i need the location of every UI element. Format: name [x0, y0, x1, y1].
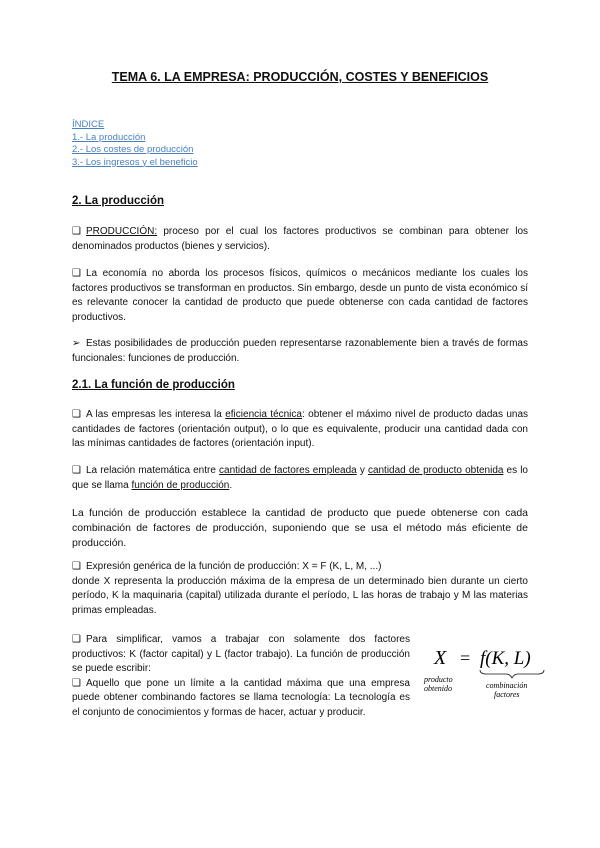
checkbox-bullet-icon: ❑: [72, 226, 81, 237]
term-cantidad-producto: cantidad de producto obtenida: [367, 465, 504, 476]
paragraph-text: Aquello que pone un límite a la cantidad máxima que una empresa puede obtener combinando factores se llama tecnología: La tecnología es el conjunto de conocimientos y formas de hacer, actuar y producir.: [72, 677, 410, 718]
formula-label-obtenido: obtenido: [424, 684, 452, 693]
table-of-contents: [72, 119, 198, 169]
checkbox-bullet-icon: ❑: [72, 561, 81, 572]
paragraph-text: proceso por el cual los factores productivos se combinan para obtener los denominados productos (bienes y servicios).: [72, 226, 528, 252]
section-heading-production: 2. La producción: [72, 195, 165, 207]
paragraph-text: es lo que se llama: [72, 465, 528, 491]
toc-link-costs[interactable]: 2.- Los costes de producción: [72, 144, 194, 155]
formula-label-factores: factores: [494, 690, 520, 699]
formula-label-producto: producto: [424, 675, 453, 684]
paragraph-text: La relación matemática entre: [86, 465, 220, 476]
paragraph-text: : obtener el máximo nivel de producto dadas unas cantidades de factores (orientación output), o lo que es equivalente, producir una cantidad dada con las mínimas cantidades de factores (orientación input).: [72, 409, 529, 449]
arrow-bullet-icon: ➢: [72, 338, 81, 349]
paragraph-text: .: [229, 479, 233, 491]
paragraph-text: donde X representa la producción máxima de la empresa de un determinado bien durante un cierto período, K la maquinaria (capital) utilizada durante el período, L las horas de trabajo y M las materias primas empleadas.: [72, 575, 528, 616]
formula-rhs: f(K, L): [480, 648, 531, 669]
toc-link-income[interactable]: 3.- Los ingresos y el beneficio: [72, 156, 198, 168]
checkbox-bullet-icon: ❑: [72, 409, 81, 420]
paragraph-text: A las empresas les interesa la: [86, 409, 226, 420]
checkbox-bullet-icon: ❑: [72, 465, 81, 476]
checkbox-bullet-icon: ❑: [72, 268, 81, 279]
term-cantidad-factores: cantidad de factores empleada: [219, 465, 357, 476]
formula-label-combinacion: combinación: [486, 681, 528, 690]
paragraph-technical-efficiency: [72, 408, 528, 452]
paragraph-mathematical-relation: [72, 464, 528, 493]
page-title: TEMA 6. LA EMPRESA: PRODUCCIÓN, COSTES Y BENEFICIOS: [111, 70, 489, 84]
paragraph-production-definition: [72, 225, 528, 254]
toc-link-production[interactable]: 1.- La producción: [72, 131, 146, 143]
formula-line: Expresión genérica de la función de producción: X = F (K, L, M, ...): [86, 561, 382, 572]
paragraph-text: Para simplificar, vamos a trabajar con solamente dos factores productivos: K (factor capital) y L (factor trabajo). La función de producción se puede escribir:: [72, 634, 410, 674]
term-eficiencia-tecnica: eficiencia técnica: [225, 409, 302, 420]
paragraph-text: y: [356, 465, 368, 476]
term-funcion-produccion: función de producción: [131, 479, 230, 491]
toc-heading[interactable]: ÍNDICE: [72, 119, 105, 130]
production-function-formula: [420, 640, 560, 700]
checkbox-bullet-icon: ❑: [72, 634, 81, 645]
paragraph-generic-expression: [72, 560, 528, 618]
paragraph-economy: [72, 267, 528, 325]
section-heading-production-function: 2.1. La función de producción: [72, 379, 235, 391]
paragraph-possibilities: [72, 337, 528, 366]
paragraph-function-establishes: La función de producción establece la cantidad de producto que puede obtenerse con cada combinación de factores de producción, suponiendo que se usa el método más eficiente de producción.: [72, 507, 528, 549]
checkbox-bullet-icon: ❑: [72, 677, 81, 689]
term-produccion: PRODUCCIÓN:: [86, 226, 158, 237]
underbrace-icon: [480, 670, 544, 678]
formula-equals: =: [460, 648, 471, 668]
paragraph-text: Estas posibilidades de producción pueden representarse razonablemente bien a través de formas funcionales: funciones de producción.: [72, 338, 528, 364]
paragraph-simplify: [72, 633, 410, 720]
paragraph-text: La economía no aborda los procesos físicos, químicos o mecánicos mediante los cuales los factores productivos se transforman en productos. Sin embargo, desde un punto de vista económico sí es relevante conocer la cantidad de producto que puede obtenerse con cada cantidad de factores productivos.: [72, 268, 528, 323]
formula-lhs: X: [434, 647, 447, 669]
